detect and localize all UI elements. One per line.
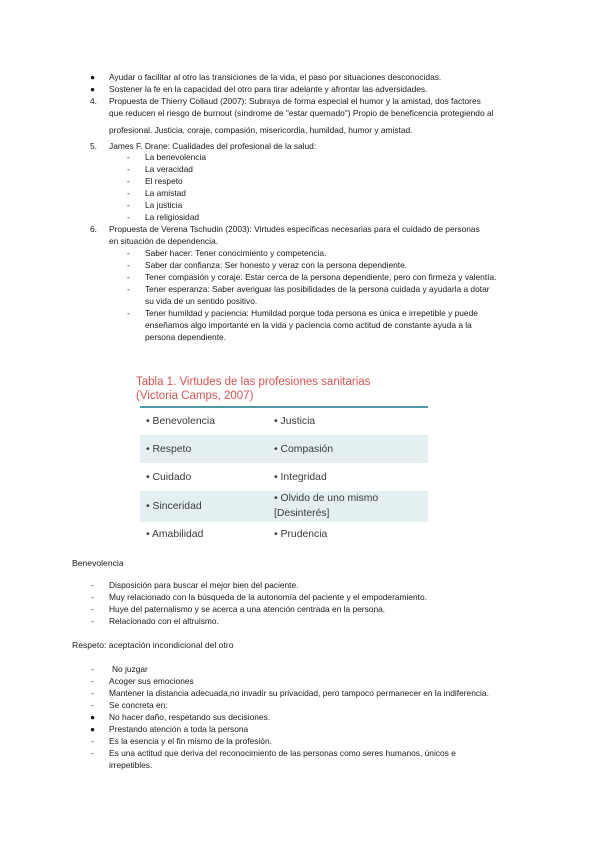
dash-marker: - — [127, 152, 130, 162]
dash-marker: - — [127, 308, 130, 318]
dash-marker: - — [91, 592, 94, 602]
list-item: Se concreta en: — [109, 700, 168, 710]
table-cell: • Amabilidad — [146, 529, 204, 540]
sub-item: Tener esperanza: Saber averiguar las posibilidades de la persona cuidada y ayudarla a dotar — [145, 284, 490, 294]
table-row — [140, 491, 428, 522]
table-cell: • Compasión — [274, 444, 334, 455]
list-item: No juzgar — [112, 664, 148, 674]
dash-marker: - — [91, 616, 94, 626]
sub-item: La benevolencia — [145, 152, 207, 162]
dash-marker: - — [91, 664, 94, 674]
table-title: Tabla 1. Virtudes de las profesiones sanitarias — [136, 376, 371, 388]
list-item: Mantener la distancia adecuada,no invadir su privacidad, pero tampoco permanecer en la indiferencia. — [109, 688, 489, 698]
table-cell: • Benevolencia — [146, 416, 215, 427]
list-number: 5. — [90, 141, 97, 151]
section-heading: Benevolencia — [72, 558, 124, 568]
table-subtitle: (Victoria Camps, 2007) — [136, 390, 254, 402]
dash-marker: - — [91, 748, 94, 758]
section-heading: Respeto: aceptación incondicional del otro — [72, 640, 234, 650]
dash-marker: - — [127, 272, 130, 282]
sub-item: su vida de un sentido positivo. — [145, 296, 258, 306]
dash-marker: - — [91, 700, 94, 710]
bullet-marker: ● — [90, 712, 96, 722]
bullet-text: Sostener la fe en la capacidad del otro para tirar adelante y afrontar las adversidades. — [109, 84, 428, 94]
list-item: Acoger sus emociones — [109, 676, 194, 686]
item6-line: Propuesta de Verena Tschudin (2003): Virtudes específicas necesarias para el cuidado de personas — [109, 224, 480, 234]
table-rule — [140, 406, 428, 408]
table-cell: [Desinterés] — [274, 508, 330, 519]
dash-marker: - — [91, 736, 94, 746]
list-number: 6. — [90, 224, 97, 234]
dash-marker: - — [127, 200, 130, 210]
list-item: Es una actitud que deriva del reconocimiento de las personas como seres humanos, únicos e — [109, 748, 456, 758]
dash-marker: - — [127, 212, 130, 222]
table-row — [140, 409, 428, 435]
list-item: irrepetibles. — [109, 760, 153, 770]
sub-item: Saber dar confianza: Ser honesto y veraz con la persona dependiente. — [145, 260, 408, 270]
table-row — [140, 435, 428, 463]
sub-item: Saber hacer: Tener conocimiento y competencia. — [145, 248, 327, 258]
dash-marker: - — [127, 260, 130, 270]
dash-marker: - — [127, 284, 130, 294]
dash-marker: - — [127, 248, 130, 258]
table-cell: • Sinceridad — [146, 501, 202, 512]
list-item: No hacer daño, respetando sus decisiones. — [109, 712, 271, 722]
sub-item: La amistad — [145, 188, 186, 198]
bullet-marker: ● — [90, 724, 96, 734]
sub-item: La veracidad — [145, 164, 193, 174]
sub-item: La religiosidad — [145, 212, 200, 222]
dash-marker: - — [91, 676, 94, 686]
sub-item: Tener compasión y coraje: Estar cerca de la persona dependiente, pero con firmeza y valentía. — [145, 272, 497, 282]
list-item: Prestando atención a toda la persona — [109, 724, 249, 734]
item6-line: en situación de dependencia. — [109, 236, 218, 246]
item4-line: que reducen el riesgo de burnout (síndrome de "estar quemado") Propio de beneficencia protegiendo al — [109, 108, 494, 118]
table-row — [140, 522, 428, 546]
dash-marker: - — [91, 688, 94, 698]
table-cell: • Justicia — [274, 416, 316, 427]
list-number: 4. — [90, 96, 97, 106]
sub-item: persona dependiente. — [145, 332, 227, 342]
dash-marker: - — [127, 176, 130, 186]
list-item: Muy relacionado con la búsqueda de la autonomía del paciente y el empoderamiento. — [109, 592, 427, 602]
dash-marker: - — [91, 604, 94, 614]
list-item: Huye del paternalismo y se acerca a una atención centrada en la persona. — [109, 604, 386, 614]
bullet-marker: ● — [90, 72, 96, 82]
table-cell: • Cuidado — [146, 472, 192, 483]
list-item: Disposición para buscar el mejor bien del paciente. — [109, 580, 299, 590]
list-item: Relacionado con el altruismo. — [109, 616, 219, 626]
list-item: Es la esencia y el fin mismo de la profesión. — [109, 736, 272, 746]
table-cell: • Respeto — [146, 444, 192, 455]
sub-item: enseñamos algo importante en la vida y paciencia como actitud de constante ayuda a la — [145, 320, 472, 330]
table-row — [140, 463, 428, 491]
dash-marker: - — [91, 580, 94, 590]
bullet-marker: ● — [90, 84, 96, 94]
sub-item: La justicia — [145, 200, 183, 210]
table-cell: • Olvido de uno mismo — [274, 493, 379, 504]
table-cell: • Integridad — [274, 472, 327, 483]
table-cell: • Prudencia — [274, 529, 328, 540]
bullet-text: Ayudar o facilitar al otro las transiciones de la vida, el paso por situaciones desconocidas. — [109, 72, 442, 82]
item4-line: profesional. Justicia, coraje, compasión, misericordia, humildad, humor y amistad. — [109, 125, 413, 135]
item4-line: Propuesta de Thierry Collaud (2007): Subraya de forma especial el humor y la amistad, dos factores — [109, 96, 481, 106]
item5-title: James F. Drane: Cualidades del profesional de la salud: — [109, 141, 317, 151]
dash-marker: - — [127, 188, 130, 198]
sub-item: Tener humildad y paciencia: Humildad porque toda persona es única e irrepetible y puede — [145, 308, 478, 318]
dash-marker: - — [127, 164, 130, 174]
sub-item: El respeto — [145, 176, 183, 186]
